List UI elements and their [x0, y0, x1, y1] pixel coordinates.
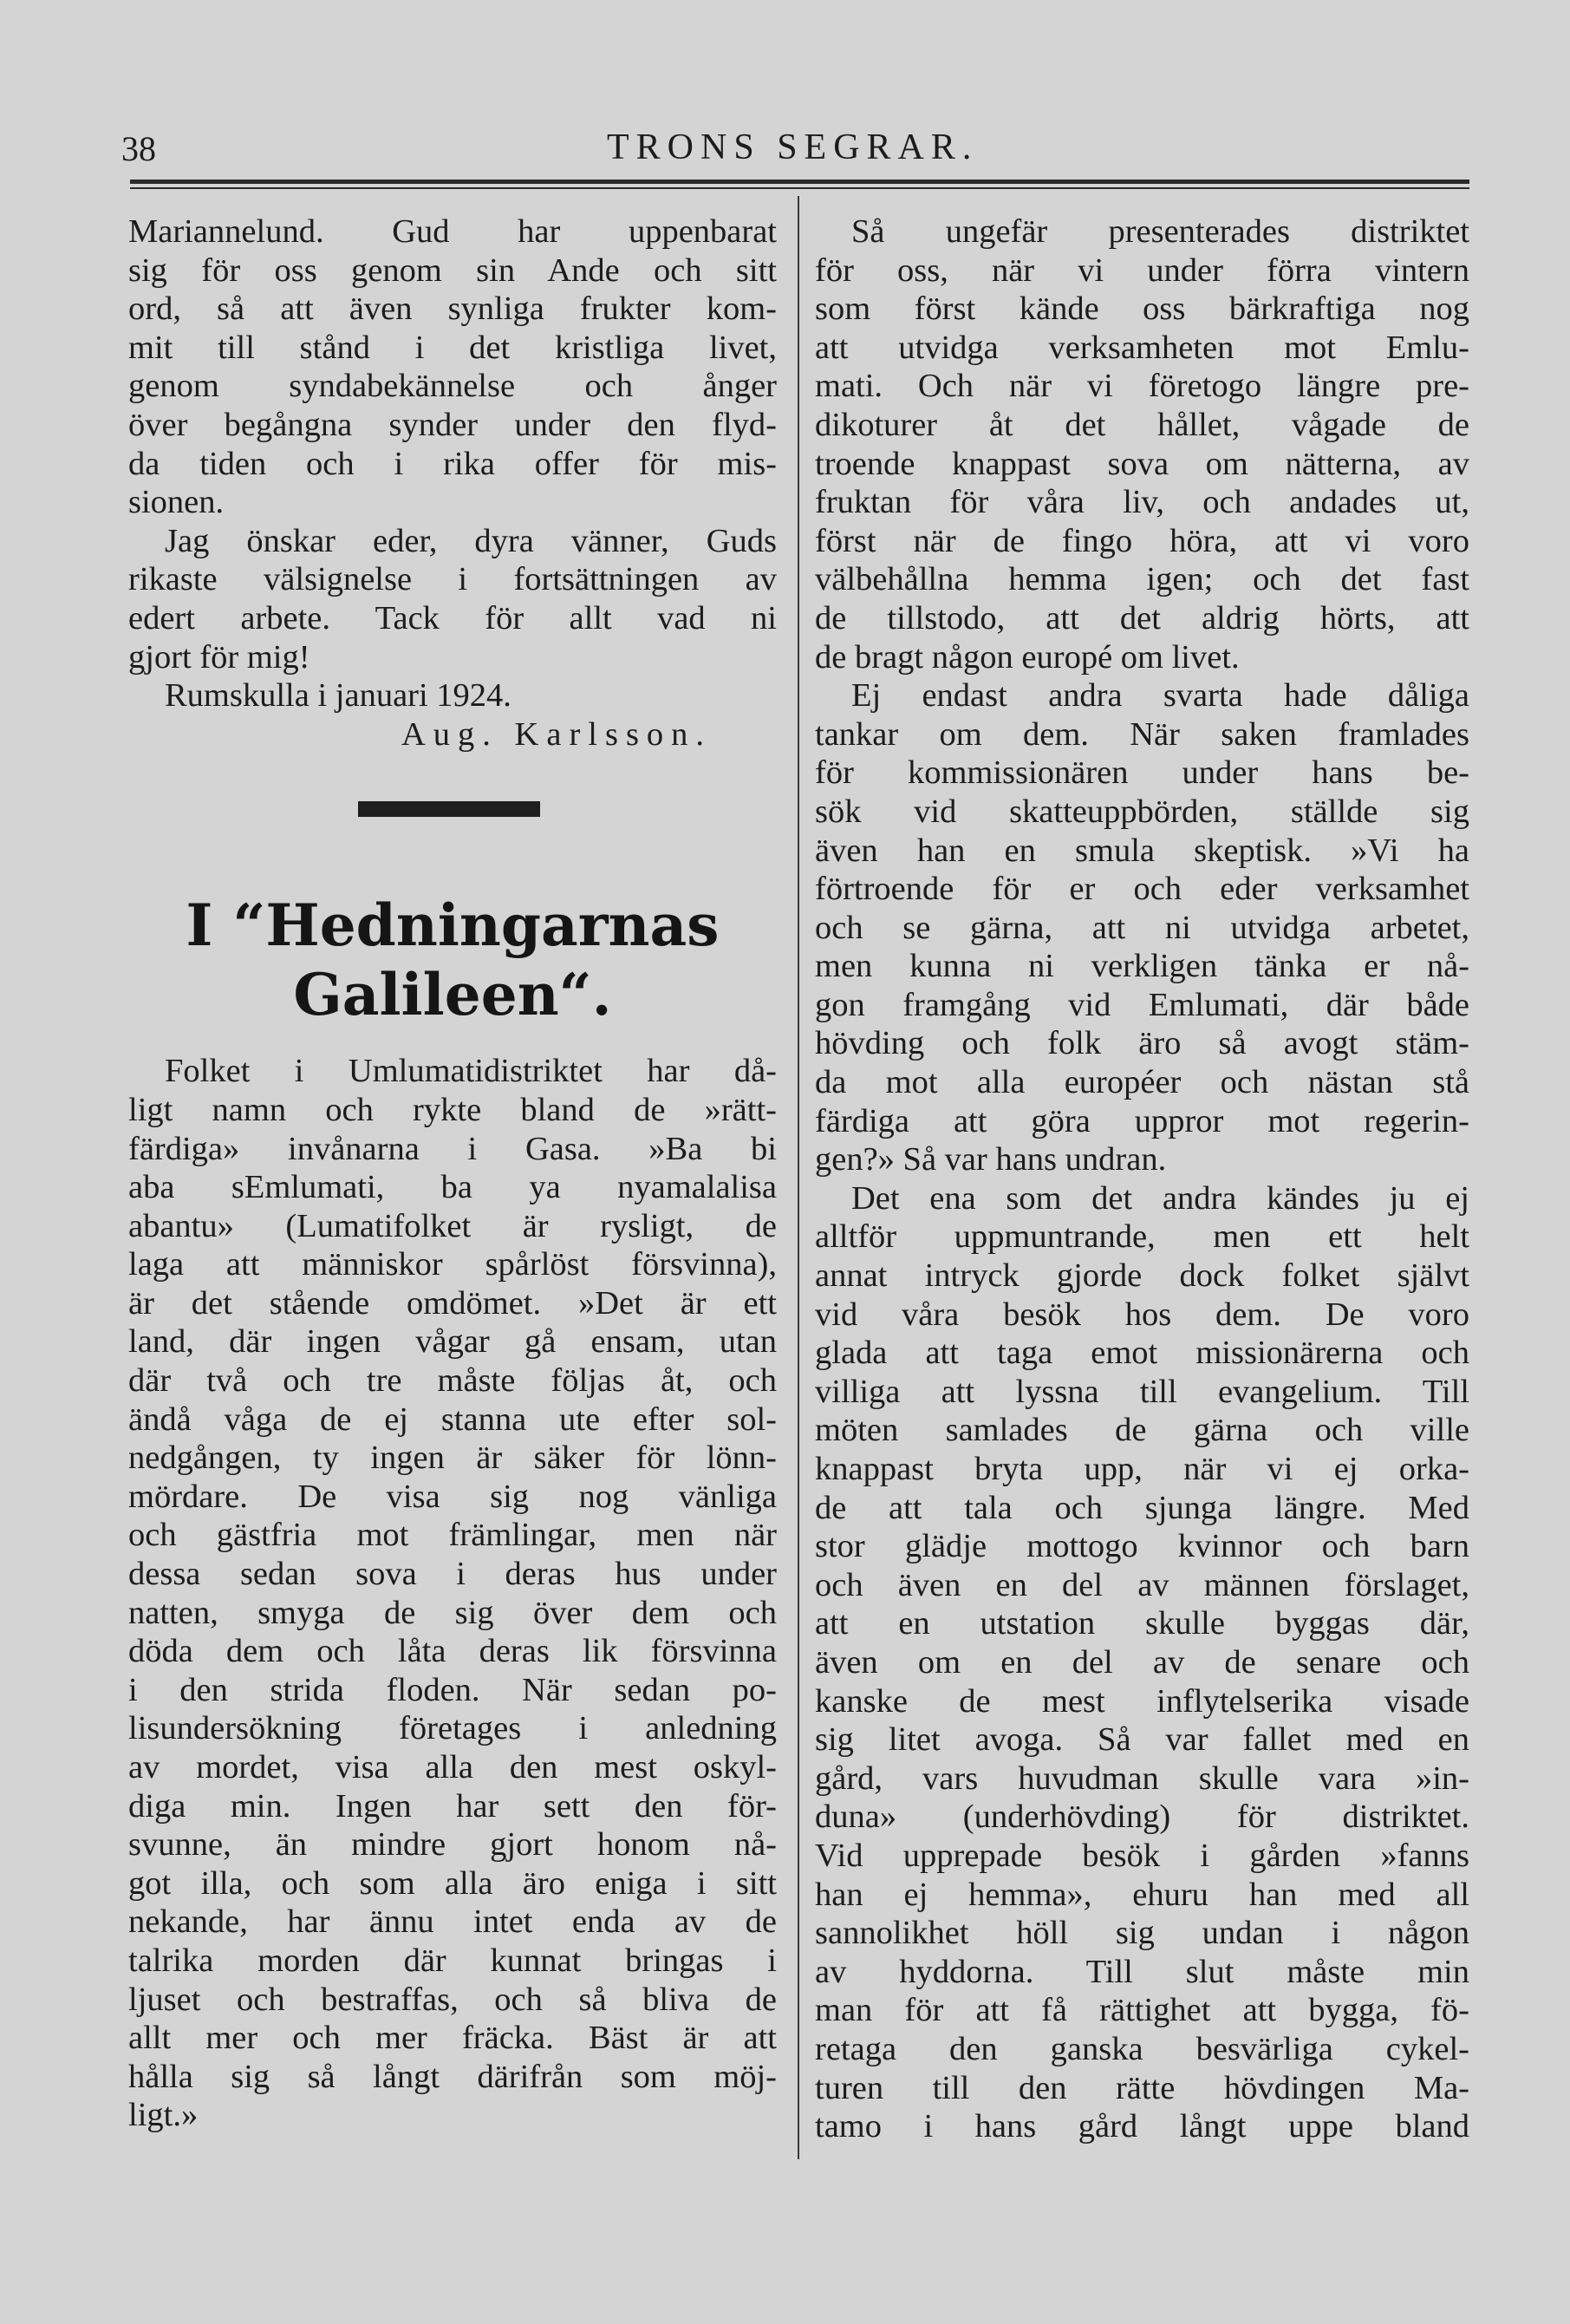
text-line: tamo i hans gård långt uppe bland [815, 2108, 1469, 2145]
text-line: lisundersökning företages i anledning [128, 1710, 777, 1747]
text-line: sionen. [128, 484, 225, 521]
text-line: där två och tre måste följas åt, och [128, 1362, 777, 1400]
column-divider [798, 196, 799, 2159]
text-line: diga min. Ingen har sett den för- [128, 1787, 777, 1825]
text-line: hövding och folk äro så avogt stäm- [815, 1025, 1469, 1062]
text-line: annat intryck gjorde dock folket självt [815, 1257, 1469, 1295]
article-heading-line-2: Galileen“. [293, 961, 612, 1029]
text-line: fruktan för våra liv, och andades ut, [815, 484, 1469, 521]
text-line: villiga att lyssna till evangelium. Till [815, 1373, 1469, 1410]
text-line: troende knappast sova om nätterna, av [815, 445, 1469, 482]
article-heading-line-1: I “Hedningarnas [186, 891, 720, 960]
text-line: färdiga» invånarna i Gasa. »Ba bi [128, 1130, 777, 1167]
text-line: gård, vars huvudman skulle vara »in- [815, 1759, 1469, 1797]
text-line: han ej hemma», ehuru han med all [815, 1876, 1469, 1913]
page-number: 38 [121, 129, 156, 168]
text-line: hålla sig så långt därifrån som möj- [128, 2058, 777, 2095]
text-line: retaga den ganska besvärliga cykel- [815, 2030, 1469, 2067]
text-line: dessa sedan sova i deras hus under [128, 1556, 777, 1593]
right-paragraph-1 [815, 212, 1469, 676]
text-line: för oss, när vi under förra vintern [815, 251, 1469, 289]
text-line: i den strida floden. När sedan po- [128, 1671, 777, 1708]
text-line: allt mer och mer fräcka. Bäst är att [128, 2020, 777, 2057]
text-line: vid våra besök hos dem. De voro [815, 1296, 1469, 1333]
letter-date-line: Rumskulla i januari 1924. [165, 677, 511, 715]
text-line: även han en smula skeptisk. »Vi ha [815, 832, 1469, 869]
text-line: ligt namn och rykte bland de »rätt- [128, 1091, 777, 1128]
text-line: färdiga att göra uppror mot regerin- [815, 1102, 1469, 1139]
text-line: dikoturer åt det hållet, vågade de [815, 406, 1469, 443]
text-line: stor glädje mottogo kvinnor och barn [815, 1528, 1469, 1565]
text-line: de bragt någon europé om livet. [815, 638, 1240, 676]
text-line: da tiden och i rika offer för mis- [128, 445, 777, 482]
text-line: duna» (underhövding) för distriktet. [815, 1798, 1469, 1836]
text-line: välbehållna hemma igen; och det fast [815, 561, 1469, 598]
section-ornament-rule [358, 801, 540, 817]
text-line: av hyddorna. Till slut måste min [815, 1953, 1469, 1990]
text-line: Vid upprepade besök i gården »fanns [815, 1837, 1469, 1874]
text-line: talrika morden där kunnat bringas i [128, 1942, 777, 1979]
right-paragraph-3 [815, 1179, 1469, 2146]
page-header [121, 120, 1474, 172]
text-line: gon framgång vid Emlumati, där både [815, 986, 1469, 1023]
text-line: men kunna ni verkligen tänka er nå- [815, 948, 1469, 985]
text-line: Mariannelund. Gud har uppenbarat [128, 213, 777, 250]
text-line: de tillstodo, att det aldrig hörts, att [815, 599, 1469, 636]
text-line: da mot alla européer och nästan stå [815, 1064, 1469, 1101]
text-line: laga att människor spårlöst försvinna), [128, 1246, 777, 1283]
text-line: kanske de mest inflytelserika visade [815, 1682, 1469, 1720]
text-line: land, där ingen vågar gå ensam, utan [128, 1323, 777, 1361]
text-line: sig litet avoga. Så var fallet med en [815, 1721, 1469, 1759]
text-line: de att tala och sjunga längre. Med [815, 1489, 1469, 1526]
text-line: Så ungefär presenterades distriktet [851, 213, 1469, 250]
text-line: som först kände oss bärkraftiga nog [815, 290, 1469, 328]
left-column [128, 212, 777, 2135]
text-line: och gästfria mot främlingar, men när [128, 1517, 777, 1554]
text-line: mit till stånd i det kristliga livet, [128, 329, 777, 366]
text-line: ligt.» [128, 2097, 199, 2134]
text-line: förtroende för er och eder verksamhet [815, 871, 1469, 908]
text-line: mati. Och när vi företogo längre pre- [815, 368, 1469, 405]
article-heading [128, 891, 777, 1029]
text-line: sig för oss genom sin Ande och sitt [128, 251, 777, 289]
text-line: att utvidga verksamheten mot Emlu- [815, 329, 1469, 366]
text-line: sannolikhet höll sig undan i någon [815, 1915, 1469, 1952]
text-line: sök vid skatteuppbörden, ställde sig [815, 793, 1469, 830]
text-line: först när de fingo höra, att vi voro [815, 522, 1469, 559]
text-line: döda dem och låta deras lik försvinna [128, 1633, 777, 1670]
running-title: TRONS SEGRAR. [607, 127, 979, 167]
letter-wish-paragraph [128, 522, 777, 676]
text-line: rikaste välsignelse i fortsättningen av [128, 561, 777, 598]
text-line: Ej endast andra svarta hade dåliga [851, 677, 1469, 715]
text-line: ändå våga de ej stanna ute efter sol- [128, 1400, 777, 1438]
text-line: gjort för mig! [128, 638, 310, 676]
text-line: alltför uppmuntrande, men ett helt [815, 1218, 1469, 1256]
text-line: möten samlades de gärna och ville [815, 1412, 1469, 1449]
text-line: svunne, än mindre gjort honom nå- [128, 1826, 777, 1864]
text-line: av mordet, visa alla den mest oskyl- [128, 1749, 777, 1785]
text-line: got illa, och som alla äro eniga i sitt [128, 1864, 777, 1902]
text-line: man för att få rättighet att bygga, fö- [815, 1992, 1469, 2029]
header-rule-thick [130, 180, 1469, 184]
right-column [815, 212, 1469, 2146]
text-line: glada att taga emot missionärerna och [815, 1335, 1469, 1372]
text-line: knappast bryta upp, när vi ej orka- [815, 1451, 1469, 1487]
header-rule-thin [130, 187, 1469, 189]
text-line: ljuset och bestraffas, och så bliva de [128, 1981, 777, 2018]
text-line: över begångna synder under den flyd- [128, 406, 777, 443]
text-line: abantu» (Lumatifolket är rysligt, de [128, 1207, 777, 1244]
text-line: natten, smyga de sig över dem och [128, 1594, 777, 1631]
text-line: tankar om dem. När saken framlades [815, 715, 1469, 753]
text-line: Jag önskar eder, dyra vänner, Guds [165, 522, 777, 559]
text-line: och se gärna, att ni utvidga arbetet, [815, 909, 1469, 946]
text-line: Folket i Umlumatidistriktet har då- [165, 1053, 777, 1090]
text-line: för kommissionären under hans be- [815, 754, 1469, 792]
text-line: och även en del av männen förslaget, [815, 1566, 1469, 1603]
text-line: även om en del av de senare och [815, 1643, 1469, 1681]
text-line: är det stående omdömet. »Det är ett [128, 1284, 777, 1322]
text-line: genom syndabekännelse och ånger [128, 368, 777, 405]
text-line: nekande, har ännu intet enda av de [128, 1903, 777, 1941]
text-line: gen?» Så var hans undran. [815, 1141, 1167, 1178]
letter-intro-paragraph [128, 212, 777, 522]
article-paragraph [128, 1052, 777, 2135]
text-line: aba sEmlumati, ba ya nyamalalisa [128, 1169, 777, 1206]
text-line: turen till den rätte hövdingen Ma- [815, 2069, 1469, 2106]
text-line: edert arbete. Tack för allt vad ni [128, 599, 777, 636]
letter-signature: Aug. Karlsson. [401, 715, 713, 753]
text-line: ord, så att även synliga frukter kom- [128, 290, 777, 328]
text-line: mördare. De visa sig nog vänliga [128, 1478, 777, 1515]
text-line: Det ena som det andra kändes ju ej [851, 1179, 1469, 1217]
text-line: nedgången, ty ingen är säker för lönn- [128, 1439, 777, 1477]
text-line: att en utstation skulle byggas där, [815, 1605, 1469, 1642]
right-paragraph-2 [815, 676, 1469, 1179]
